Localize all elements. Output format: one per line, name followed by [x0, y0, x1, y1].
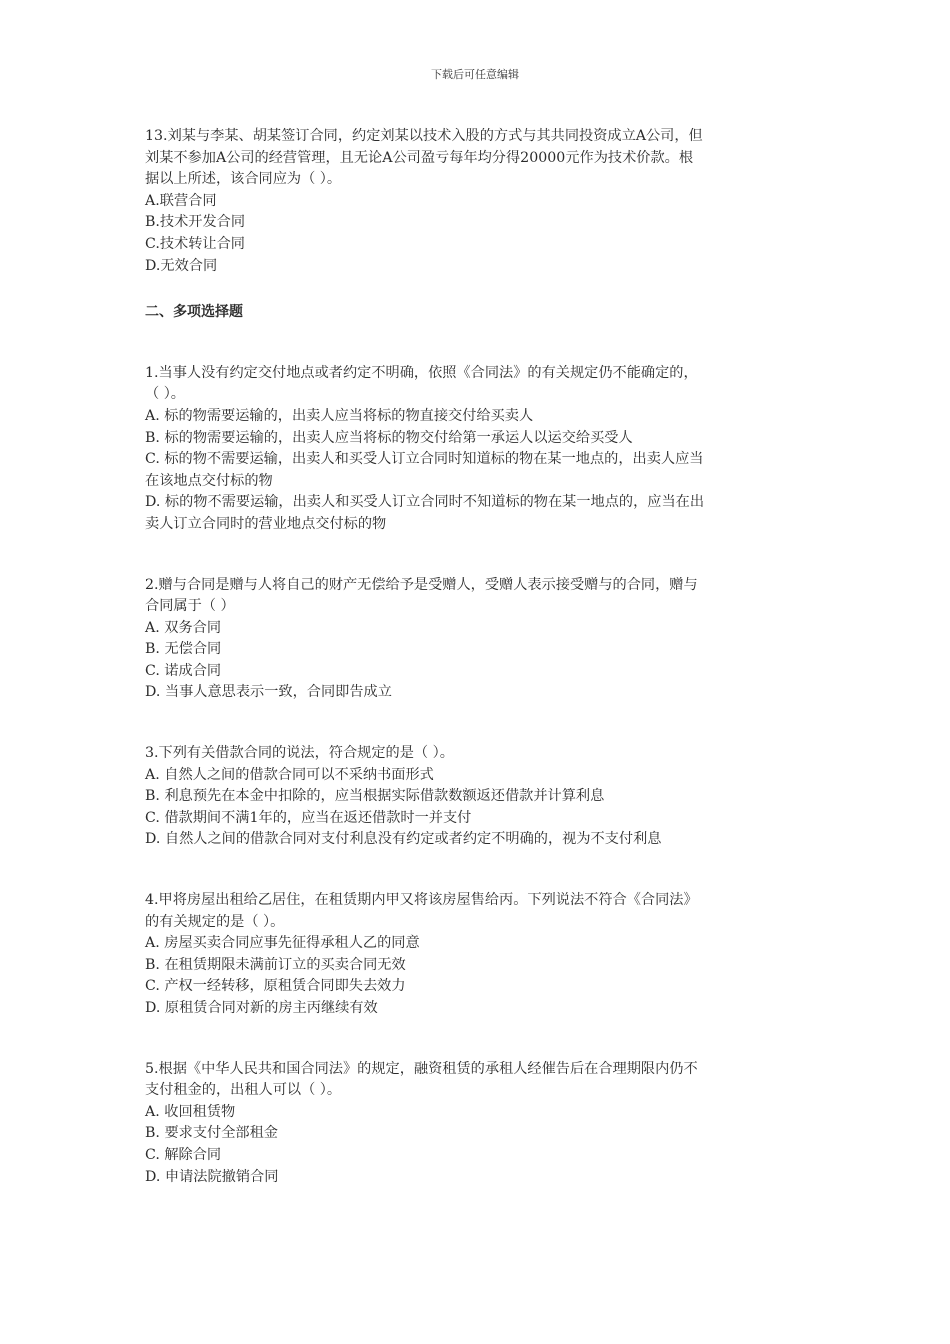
option-d: D. 标的物不需要运输，出卖人和买受人订立合同时不知道标的物在某一地点的，应当在出 — [145, 494, 705, 511]
question-4 — [145, 890, 810, 1020]
question-line: 的有关规定的是（ ）。 — [145, 913, 285, 930]
question-line: 支付租金的，出租人可以（ ）。 — [145, 1082, 342, 1099]
option-b: B. 在租赁期限未满前订立的买卖合同无效 — [145, 956, 406, 973]
option-d: D. 申请法院撤销合同 — [145, 1168, 279, 1185]
option-d: D.无效合同 — [145, 257, 218, 274]
option-c: C.技术转让合同 — [145, 235, 245, 252]
option-a: A. 自然人之间的借款合同可以不采纳书面形式 — [145, 766, 434, 783]
question-5 — [145, 1059, 810, 1189]
option-c: C. 诺成合同 — [145, 662, 222, 679]
question-line: 13.刘某与李某、胡某签订合同，约定刘某以技术入股的方式与其共同投资成立A公司，但 — [145, 128, 703, 144]
option-b: B. 无偿合同 — [145, 641, 222, 658]
question-line: 1.当事人没有约定交付地点或者约定不明确，依照《合同法》的有关规定仍不能确定的， — [145, 364, 698, 381]
question-line: 5.根据《中华人民共和国合同法》的规定，融资租赁的承租人经催告后在合理期限内仍不 — [145, 1060, 698, 1077]
question-line: （ ）。 — [145, 386, 185, 403]
document-body — [145, 126, 810, 1188]
question-line: 据以上所述，该合同应为（ ）。 — [145, 171, 342, 188]
option-b: B. 利息预先在本金中扣除的，应当根据实际借款数额返还借款并计算利息 — [145, 788, 605, 805]
option-d: D. 当事人意思表示一致，合同即告成立 — [145, 684, 392, 701]
option-b: B. 标的物需要运输的，出卖人应当将标的物交付给第一承运人以运交给买受人 — [145, 429, 633, 446]
option-d-continued: 卖人订立合同时的营业地点交付标的物 — [145, 515, 387, 532]
option-d: D. 原租赁合同对新的房主丙继续有效 — [145, 1000, 378, 1016]
question-13 — [145, 126, 810, 277]
question-line: 刘某不参加A公司的经营管理，且无论A公司盈亏每年均分得20000元作为技术价款。根 — [145, 149, 694, 166]
option-a: A. 双务合同 — [145, 619, 222, 636]
question-1 — [145, 363, 810, 536]
section-title: 二、多项选择题 — [145, 304, 243, 321]
option-a: A. 收回租赁物 — [145, 1103, 236, 1120]
option-a: A. 标的物需要运输的，出卖人应当将标的物直接交付给买卖人 — [145, 407, 534, 424]
option-d: D. 自然人之间的借款合同对支付利息没有约定或者约定不明确的，视为不支付利息 — [145, 831, 662, 848]
option-b: B. 要求支付全部租金 — [145, 1125, 278, 1142]
option-c: C. 标的物不需要运输，出卖人和买受人订立合同时知道标的物在某一地点的，出卖人应当 — [145, 451, 704, 468]
question-line: 4.甲将房屋出租给乙居住，在租赁期内甲又将该房屋售给丙。下列说法不符合《合同法》 — [145, 892, 698, 909]
question-2 — [145, 575, 810, 705]
option-a: A. 房屋买卖合同应事先征得承租人乙的同意 — [145, 935, 420, 952]
option-a: A.联营合同 — [145, 192, 217, 209]
option-c: C. 借款期间不满1年的，应当在返还借款时一并支付 — [145, 809, 472, 826]
option-b: B.技术开发合同 — [145, 214, 246, 231]
question-line: 合同属于（ ） — [145, 598, 235, 615]
option-c: C. 产权一经转移，原租赁合同即失去效力 — [145, 978, 406, 995]
option-c: C. 解除合同 — [145, 1146, 222, 1163]
question-line: 2.赠与合同是赠与人将自己的财产无偿给予是受赠人，受赠人表示接受赠与的合同，赠与 — [145, 576, 698, 593]
option-c-continued: 在该地点交付标的物 — [145, 472, 273, 489]
question-3 — [145, 743, 810, 851]
question-line: 3.下列有关借款合同的说法，符合规定的是（ ）。 — [145, 745, 454, 762]
page-header: 下载后可任意编辑 — [431, 68, 519, 81]
